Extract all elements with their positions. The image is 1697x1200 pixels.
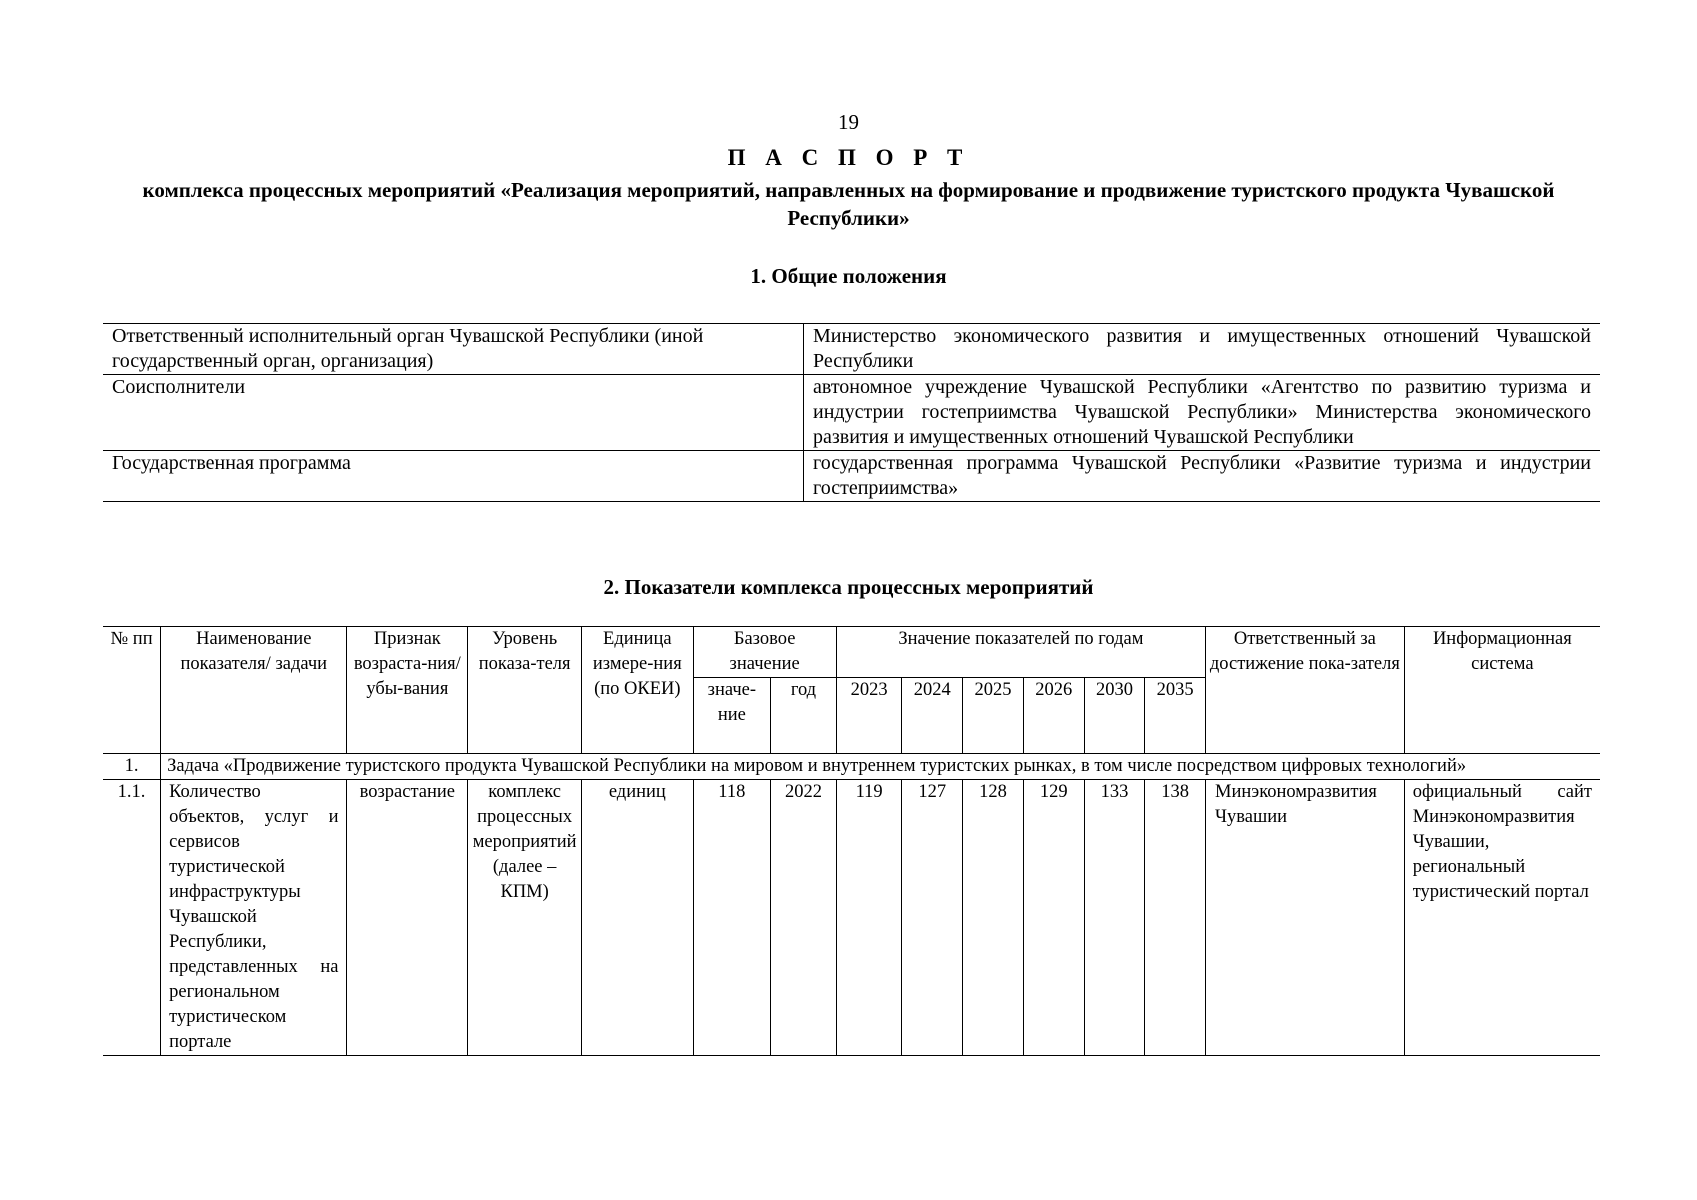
indicator-name: Количество объектов, услуг и сервисов туристической инфраструктуры Чувашской Республики, представленных на региональном туристическом портале bbox=[161, 780, 347, 1056]
header-name: Наименование показателя/ задачи bbox=[161, 627, 347, 754]
header-row bbox=[103, 627, 1600, 678]
header-sign: Признак возраста-ния/ убы-вания bbox=[347, 627, 468, 754]
indicator-value-2023: 119 bbox=[836, 780, 902, 1056]
header-years-group: Значение показателей по годам bbox=[836, 627, 1205, 678]
indicator-sign: возрастание bbox=[347, 780, 468, 1056]
header-year-2035: 2035 bbox=[1145, 678, 1206, 754]
indicators-table bbox=[103, 626, 1600, 1056]
table-row bbox=[103, 324, 1600, 375]
header-base-value: значе-ние bbox=[693, 678, 771, 754]
passport-subtitle: комплекса процессных мероприятий «Реализация мероприятий, направленных на формирование и продвижение туристского продукта Чувашской Республики» bbox=[142, 178, 1555, 230]
table-row bbox=[103, 451, 1600, 502]
indicator-value-2025: 128 bbox=[963, 780, 1024, 1056]
indicator-responsible: Минэкономразвития Чувашии bbox=[1206, 780, 1405, 1056]
indicator-level: комплекс процессных мероприятий (далее – КПМ) bbox=[468, 780, 582, 1056]
indicator-base-value: 118 bbox=[693, 780, 771, 1056]
state-program-value: государственная программа Чувашской Республики «Развитие туризма и индустрии гостеприимства» bbox=[804, 451, 1601, 502]
indicator-value-2035: 138 bbox=[1145, 780, 1206, 1056]
header-base-year: год bbox=[771, 678, 837, 754]
header-num: № пп bbox=[103, 627, 161, 754]
indicator-base-year: 2022 bbox=[771, 780, 837, 1056]
header-level: Уровень показа-теля bbox=[468, 627, 582, 754]
page-number: 19 bbox=[838, 110, 859, 134]
indicator-value-2030: 133 bbox=[1084, 780, 1145, 1056]
header-year-2030: 2030 bbox=[1084, 678, 1145, 754]
task-num: 1. bbox=[103, 754, 161, 780]
task-text: Задача «Продвижение туристского продукта Чувашской Республики на мировом и внутреннем туристских рынках, в том числе посредством цифровых технологий» bbox=[161, 754, 1600, 780]
indicator-info-system: официальный сайт Минэкономразвития Чувашии, региональный туристический портал bbox=[1404, 780, 1600, 1056]
task-row bbox=[103, 754, 1600, 780]
responsible-body-value: Министерство экономического развития и имущественных отношений Чувашской Республики bbox=[804, 324, 1601, 375]
co-executors-label: Соисполнители bbox=[103, 375, 804, 451]
indicator-unit: единиц bbox=[582, 780, 693, 1056]
header-year-2025: 2025 bbox=[963, 678, 1024, 754]
section2-title: 2. Показатели комплекса процессных мероприятий bbox=[603, 575, 1094, 599]
header-year-2023: 2023 bbox=[836, 678, 902, 754]
state-program-label: Государственная программа bbox=[103, 451, 804, 502]
header-year-2026: 2026 bbox=[1023, 678, 1084, 754]
passport-title: П А С П О Р Т bbox=[727, 145, 970, 170]
responsible-body-label: Ответственный исполнительный орган Чувашской Республики (иной государственный орган, организация) bbox=[103, 324, 804, 375]
header-year-2024: 2024 bbox=[902, 678, 963, 754]
header-responsible: Ответственный за достижение пока-зателя bbox=[1206, 627, 1405, 754]
table-row bbox=[103, 780, 1600, 1056]
indicator-num: 1.1. bbox=[103, 780, 161, 1056]
header-base: Базовое значение bbox=[693, 627, 836, 678]
general-provisions-table bbox=[103, 323, 1600, 502]
table-row bbox=[103, 375, 1600, 451]
co-executors-value: автономное учреждение Чувашской Республики «Агентство по развитию туризма и индустрии гостеприимства Чувашской Республики» Министерства экономического развития и имущественных отношений Чувашской Республики bbox=[804, 375, 1601, 451]
section1-title: 1. Общие положения bbox=[750, 264, 947, 288]
indicator-value-2024: 127 bbox=[902, 780, 963, 1056]
header-unit: Единица измере-ния (по ОКЕИ) bbox=[582, 627, 693, 754]
indicator-value-2026: 129 bbox=[1023, 780, 1084, 1056]
header-info-system: Информационная система bbox=[1404, 627, 1600, 754]
